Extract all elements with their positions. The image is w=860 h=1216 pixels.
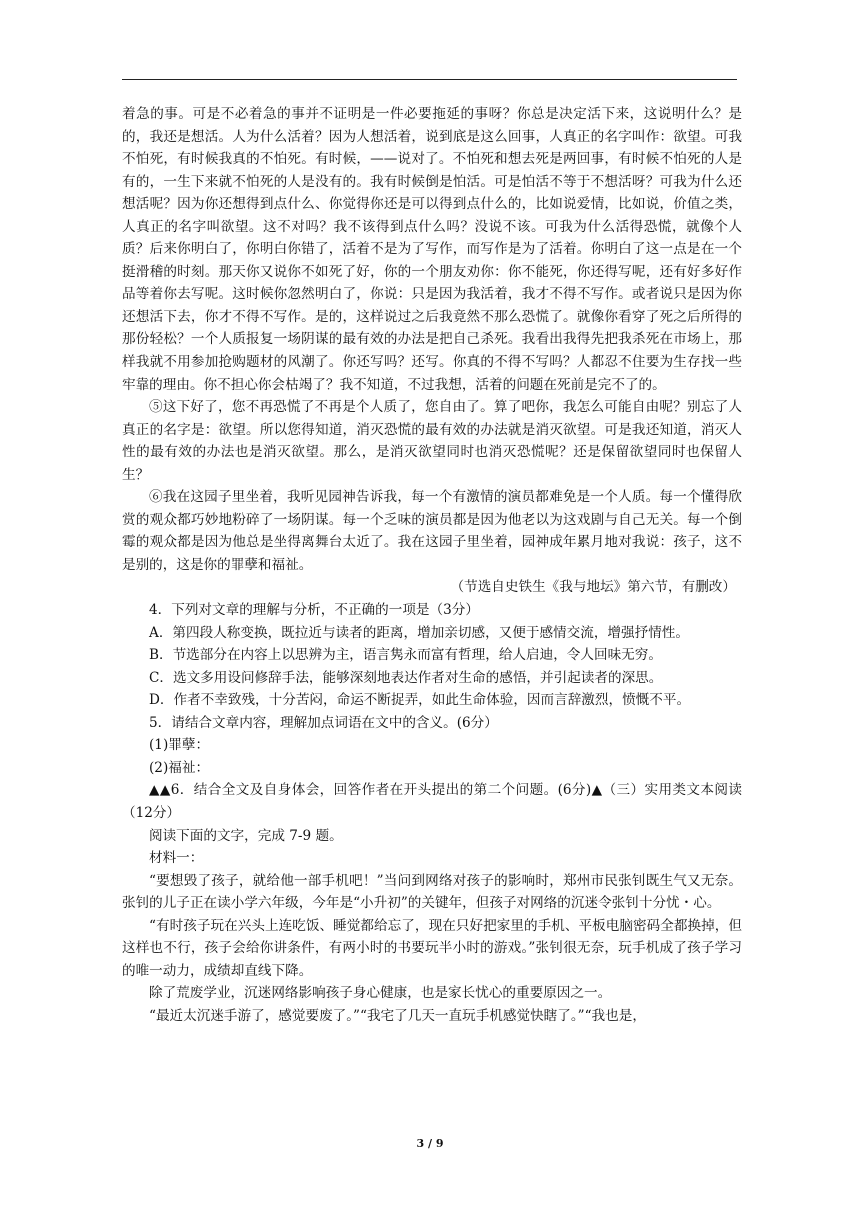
question-5: 5．请结合文章内容，理解加点词语在文中的含义。(6分）	[149, 714, 498, 731]
material-1-paragraph-2: “有时孩子玩在兴头上连吃饭、睡觉都给忘了，现在只好把家里的手机、平板电脑密码全都换掉，但这样也不行，孩子会给你讲条件，有两小时的书要玩半小时的游戏。”张钊很无奈，玩手机成了孩子学习的唯一动力，成绩却直线下降。	[122, 917, 742, 979]
source-citation: （节选自史铁生《我与地坛》第六节，有删改）	[450, 579, 736, 596]
question-4-option-a: A．第四段人称变换，既拉近与读者的距离，增加亲切感，又便于感情交流，增强抒情性。	[149, 624, 689, 641]
material-1-paragraph-4: “最近太沉迷手游了，感觉要废了。”“我宅了几天一直玩手机感觉快瞎了。”“我也是，	[149, 1007, 646, 1024]
paragraph-6: ⑥我在这园子里坐着，我听见园神告诉我，每一个有激情的演员都难免是一个人质。每一个懂得欣赏的观众都巧妙地粉碎了一场阴谋。每一个乏味的演员都是因为他老以为这戏剧与自己无关。每一个倒霉的观众都是因为他总是坐得离舞台太近了。我在这园子里坐着，园神成年累月地对我说：孩子，这不是别的，这是你的罪孽和福祉。	[122, 489, 742, 573]
material-1-paragraph-3: 除了荒废学业，沉迷网络影响孩子身心健康，也是家长忧心的重要原因之一。	[149, 985, 612, 1002]
question-4-option-c: C．选文多用设问修辞手法，能够深刻地表达作者对生命的感悟，并引起读者的深思。	[149, 669, 663, 686]
header-rule	[122, 79, 737, 80]
question-4-option-d: D．作者不幸致残，十分苦闷，命运不断捉弄，如此生命体验，因而言辞激烈，愤慨不平。	[149, 692, 691, 709]
material-1-paragraph-1: “要想毁了孩子，就给他一部手机吧！”当问到网络对孩子的影响时，郑州市民张钊既生气又无奈。张钊的儿子正在读小学六年级，今年是“小升初”的关键年，但孩子对网络的沉迷令张钊十分忧・心。	[122, 872, 742, 912]
material-1-label: 材料一：	[149, 850, 204, 867]
question-5-item-2: (2)福祉：	[149, 759, 210, 776]
question-5-item-1: (1)罪孽：	[149, 737, 210, 754]
question-4: 4．下列对文章的理解与分析，不正确的一项是（3分）	[149, 602, 479, 619]
question-4-option-b: B．节选部分在内容上以思辨为主，语言隽永而富有哲理，给人启迪，令人回味无穷。	[149, 647, 662, 664]
question-6: ▲▲6．结合全文及自身体会，回答作者在开头提出的第二个问题。(6分)▲（三）实用类文本阅读（12分）	[122, 782, 742, 821]
paragraph-continued: 着急的事。可是不必着急的事并不证明是一件必要拖延的事呀？你总是决定活下来，这说明什么？是的，我还是想活。人为什么活着？因为人想活着，说到底是这么回事，人真正的名字叫作：欲望。可我不怕死，有时候我真的不怕死。有时候，——说对了。不怕死和想去死是两回事，有时候不怕死的人是有的，一生下来就不怕死的人是没有的。我有时候倒是怕活。可是怕活不等于不想活呀？可我为什么还想活呢？因为你还想得到点什么、你觉得你还是可以得到点什么的，比如说爱情，比如说，价值之类，人真正的名字叫欲望。这不对吗？我不该得到点什么吗？没说不该。可我为什么活得恐慌，就像个人质？后来你明白了，你明白你错了，活着不是为了写作，而写作是为了活着。你明白了这一点是在一个挺滑稽的时刻。那天你又说你不如死了好，你的一个朋友劝你：你不能死，你还得写呢，还有好多好作品等着你去写呢。这时候你忽然明白了，你说：只是因为我活着，我才不得不写作。或者说只是因为你还想活下去，你才不得不写作。是的，这样说过之后我竟然不那么恐慌了。就像你看穿了死之后所得的那份轻松？一个人质报复一场阴谋的最有效的办法是把自己杀死。我看出我得先把我杀死在市场上，那样我就不用参加抢购题材的风潮了。你还写吗？还写。你真的不得不写吗？人都忍不住要为生存找一些牢靠的理由。你不担心你会枯竭了？我不知道，不过我想，活着的问题在死前是完不了的。	[122, 106, 742, 393]
reading-intro: 阅读下面的文字，完成 7-9 题。	[149, 827, 343, 844]
paragraph-5: ⑤这下好了，您不再恐慌了不再是个人质了，您自由了。算了吧你，我怎么可能自由呢？别忘了人真正的名字是：欲望。所以您得知道，消灭恐慌的最有效的办法就是消灭欲望。可是我还知道，消灭人性的最有效的办法也是消灭欲望。那么，是消灭欲望同时也消灭恐慌呢？还是保留欲望同时也保留人生？	[122, 399, 742, 483]
page-number: 3 / 9	[416, 1137, 444, 1150]
page-content	[122, 103, 742, 1027]
